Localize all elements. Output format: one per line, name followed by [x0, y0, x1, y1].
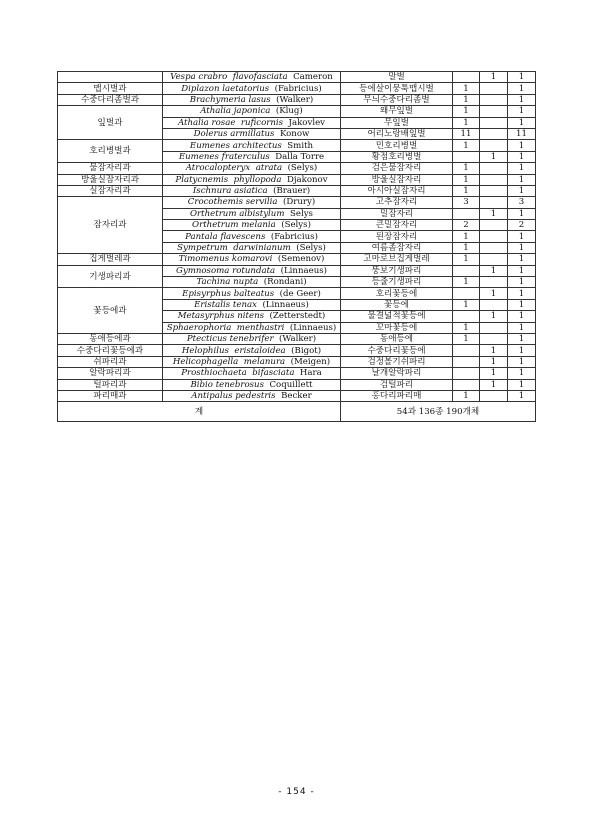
total-count-cell: 1 — [508, 368, 536, 379]
page-number: - 154 - — [278, 787, 315, 797]
scientific-name-cell — [163, 83, 341, 94]
total-count-cell: 1 — [508, 299, 536, 310]
korean-name-cell: 꼬마꽃등에 — [341, 322, 453, 333]
count-cell-1: 1 — [453, 185, 480, 196]
subspecies-epithet: atrata — [255, 163, 283, 174]
total-count-cell: 11 — [508, 128, 536, 139]
family-cell: 실잠자리과 — [58, 185, 163, 196]
count-cell-2: 1 — [480, 72, 508, 83]
author-name: Jakovlev — [288, 117, 326, 128]
count-cell-1: 1 — [453, 322, 480, 333]
count-cell-1: 1 — [453, 231, 480, 242]
count-cell-1: 1 — [453, 117, 480, 128]
genus-name: Crocothemis servilia — [187, 197, 278, 208]
total-count-cell: 1 — [508, 311, 536, 322]
genus-name: Antipalus pedestris — [191, 391, 276, 402]
count-cell-2 — [480, 322, 508, 333]
korean-name-cell: 뚱보기생파리 — [341, 265, 453, 276]
genus-name: Gymnosoma rotundata — [175, 265, 276, 276]
count-cell-2: 1 — [480, 356, 508, 367]
author-name: Selys — [289, 208, 313, 219]
total-count-cell: 1 — [508, 356, 536, 367]
total-value: 54과 136종 190개체 — [341, 402, 536, 422]
total-count-cell: 1 — [508, 140, 536, 151]
author-name: Dalla Torre — [275, 151, 325, 162]
species-table — [57, 71, 536, 422]
author-name: Coquillett — [269, 379, 313, 390]
count-cell-1: 1 — [453, 242, 480, 253]
korean-name-cell: 등에살이뭉툭맵시벌 — [341, 83, 453, 94]
korean-name-cell: 큰밀잠자리 — [341, 220, 453, 231]
count-cell-2 — [480, 231, 508, 242]
count-cell-1 — [453, 208, 480, 219]
family-cell: 잎벌과 — [58, 106, 163, 140]
genus-name: Bibio tenebrosus — [190, 379, 265, 390]
table-row — [58, 163, 536, 174]
count-cell-2: 1 — [480, 288, 508, 299]
table-row — [58, 197, 536, 208]
author-name: (Walker) — [276, 94, 314, 105]
count-cell-2: 1 — [480, 379, 508, 390]
total-label: 계 — [58, 402, 341, 422]
korean-name-cell: 민호리병벌 — [341, 140, 453, 151]
genus-name: Sympetrum — [177, 243, 228, 254]
author-name: (Fabricius) — [270, 231, 318, 242]
author-name: (Selys) — [287, 163, 318, 174]
count-cell-1 — [453, 288, 480, 299]
table-row — [58, 368, 536, 379]
table-row — [58, 345, 536, 356]
korean-name-cell: 동애등에 — [341, 333, 453, 344]
genus-name: Eristalis tenax — [194, 300, 257, 310]
author-name: (Semenov) — [277, 254, 325, 265]
family-cell: 꽃등에과 — [58, 288, 163, 334]
count-cell-2 — [480, 128, 508, 139]
count-cell-2: 1 — [480, 368, 508, 379]
total-count-cell: 1 — [508, 345, 536, 356]
scientific-name-cell — [163, 151, 341, 162]
family-cell — [58, 72, 163, 83]
count-cell-2 — [480, 242, 508, 253]
korean-name-cell: 왜무잎벌 — [341, 106, 453, 117]
scientific-name-cell — [163, 242, 341, 253]
korean-name-cell: 꽃등에 — [341, 299, 453, 310]
scientific-name-cell — [163, 277, 341, 288]
genus-name: Metasyrphus nitens — [177, 311, 265, 322]
count-cell-1: 1 — [453, 333, 480, 344]
count-cell-1: 11 — [453, 128, 480, 139]
genus-name: Vespa crabro — [170, 72, 228, 83]
family-cell: 잠자리과 — [58, 197, 163, 254]
count-cell-1 — [453, 379, 480, 390]
author-name: (Fabricius) — [274, 83, 322, 94]
total-count-cell: 1 — [508, 94, 536, 105]
total-row — [58, 402, 536, 422]
korean-name-cell: 검은물잠자리 — [341, 163, 453, 174]
korean-name-cell: 날개알락파리 — [341, 368, 453, 379]
count-cell-2 — [480, 220, 508, 231]
family-cell: 수중다리꽃등에과 — [58, 345, 163, 356]
scientific-name-cell — [163, 322, 341, 333]
count-cell-2 — [480, 140, 508, 151]
author-name: (Zetterstedt) — [269, 311, 326, 322]
author-name: Smith — [287, 140, 314, 151]
genus-name: Ptecticus tenebrifer — [186, 334, 274, 345]
genus-name: Dolerus armillatus — [193, 129, 275, 140]
author-name: (Linnaeus) — [280, 265, 328, 276]
total-count-cell: 1 — [508, 242, 536, 253]
korean-name-cell: 여름좀잠자리 — [341, 242, 453, 253]
family-cell: 방울실잠자리과 — [58, 174, 163, 185]
author-name: (Selys) — [296, 243, 326, 254]
total-count-cell: 1 — [508, 277, 536, 288]
total-count-cell: 1 — [508, 379, 536, 390]
family-cell: 맵시벌과 — [58, 83, 163, 94]
scientific-name-cell — [163, 368, 341, 379]
genus-name: Orthetrum melania — [192, 220, 276, 231]
total-count-cell: 1 — [508, 254, 536, 265]
count-cell-2: 1 — [480, 208, 508, 219]
scientific-name-cell — [163, 128, 341, 139]
count-cell-1 — [453, 72, 480, 83]
author-name: (Klug) — [275, 106, 303, 117]
genus-name: Diplazon laetatorius — [181, 83, 270, 94]
genus-name: Atrocalopteryx — [185, 163, 251, 174]
subspecies-epithet: ruficornis — [240, 117, 284, 128]
korean-name-cell: 검털파리 — [341, 379, 453, 390]
count-cell-1 — [453, 151, 480, 162]
scientific-name-cell — [163, 185, 341, 196]
count-cell-1 — [453, 356, 480, 367]
family-cell: 수중다리좀벌과 — [58, 94, 163, 105]
total-count-cell: 1 — [508, 390, 536, 401]
author-name: Becker — [281, 391, 312, 402]
family-cell: 알락파리과 — [58, 368, 163, 379]
scientific-name-cell — [163, 356, 341, 367]
count-cell-1: 1 — [453, 299, 480, 310]
scientific-name-cell — [163, 220, 341, 231]
author-name: Hara — [299, 368, 322, 379]
table-row — [58, 94, 536, 105]
scientific-name-cell — [163, 163, 341, 174]
table-row — [58, 254, 536, 265]
korean-name-cell: 호리꽃등에 — [341, 288, 453, 299]
korean-name-cell: 아시아실잠자리 — [341, 185, 453, 196]
table-row — [58, 333, 536, 344]
scientific-name-cell — [163, 333, 341, 344]
korean-name-cell: 밀잠자리 — [341, 208, 453, 219]
korean-name-cell: 어리노랑배잎벌 — [341, 128, 453, 139]
table-row — [58, 356, 536, 367]
korean-name-cell: 무잎벌 — [341, 117, 453, 128]
family-cell: 호리병벌과 — [58, 140, 163, 163]
korean-name-cell: 검정볼기쉬파리 — [341, 356, 453, 367]
total-count-cell: 1 — [508, 174, 536, 185]
count-cell-2 — [480, 299, 508, 310]
family-cell: 파리매과 — [58, 390, 163, 401]
total-count-cell: 1 — [508, 185, 536, 196]
count-cell-2: 1 — [480, 345, 508, 356]
count-cell-1 — [453, 345, 480, 356]
count-cell-2: 1 — [480, 151, 508, 162]
total-count-cell: 1 — [508, 265, 536, 276]
total-count-cell: 1 — [508, 151, 536, 162]
korean-name-cell: 된장잠자리 — [341, 231, 453, 242]
family-cell: 기생파리과 — [58, 265, 163, 288]
genus-name: Episyrphus balteatus — [182, 288, 275, 299]
count-cell-1: 1 — [453, 94, 480, 105]
genus-name: Helophilus — [181, 345, 229, 356]
total-count-cell: 1 — [508, 288, 536, 299]
genus-name: Sphaerophoria — [166, 322, 232, 333]
count-cell-1: 1 — [453, 254, 480, 265]
scientific-name-cell — [163, 254, 341, 265]
korean-name-cell: 등줄기생파리 — [341, 277, 453, 288]
genus-name: Platycnemis — [175, 174, 229, 185]
author-name: Cameron — [293, 72, 333, 83]
count-cell-2 — [480, 163, 508, 174]
count-cell-2 — [480, 277, 508, 288]
scientific-name-cell — [163, 117, 341, 128]
genus-name: Eumenes architectus — [189, 140, 282, 151]
korean-name-cell: 방울실잠자리 — [341, 174, 453, 185]
count-cell-2: 1 — [480, 265, 508, 276]
count-cell-1 — [453, 265, 480, 276]
scientific-name-cell — [163, 299, 341, 310]
scientific-name-cell — [163, 94, 341, 105]
scientific-name-cell — [163, 174, 341, 185]
total-count-cell: 1 — [508, 83, 536, 94]
table-row — [58, 106, 536, 117]
table-row — [58, 140, 536, 151]
genus-name: Orthetrum albistylum — [190, 208, 285, 219]
count-cell-2 — [480, 254, 508, 265]
genus-name: Tachina nupta — [196, 277, 259, 288]
count-cell-2: 1 — [480, 311, 508, 322]
scientific-name-cell — [163, 231, 341, 242]
total-count-cell: 1 — [508, 333, 536, 344]
table-row — [58, 265, 536, 276]
genus-name: Timomenus komarovi — [178, 254, 273, 265]
scientific-name-cell — [163, 208, 341, 219]
author-name: (Linnaeus) — [289, 322, 337, 333]
family-cell: 집게벌레과 — [58, 254, 163, 265]
count-cell-2 — [480, 83, 508, 94]
korean-name-cell: 무늬수중다리좀벌 — [341, 94, 453, 105]
count-cell-2 — [480, 106, 508, 117]
subspecies-epithet: menthastri — [236, 322, 285, 333]
table-row — [58, 174, 536, 185]
count-cell-1 — [453, 368, 480, 379]
total-count-cell: 1 — [508, 163, 536, 174]
author-name: (Linnaeus) — [262, 300, 309, 310]
count-cell-2 — [480, 390, 508, 401]
scientific-name-cell — [163, 106, 341, 117]
table-row — [58, 379, 536, 390]
author-name: (Selys) — [281, 220, 311, 231]
family-cell: 물잠자리과 — [58, 163, 163, 174]
subspecies-epithet: bifasciata — [252, 368, 295, 379]
author-name: (Walker) — [279, 334, 317, 345]
genus-name: Eumenes fraterculus — [178, 151, 270, 162]
genus-name: Athalia japonica — [200, 106, 271, 117]
total-count-cell: 1 — [508, 322, 536, 333]
count-cell-2 — [480, 333, 508, 344]
scientific-name-cell — [163, 140, 341, 151]
genus-name: Brachymeria lasus — [189, 94, 271, 105]
family-cell: 쉬파리과 — [58, 356, 163, 367]
genus-name: Ischnura asiatica — [192, 186, 268, 197]
total-count-cell: 1 — [508, 106, 536, 117]
count-cell-1 — [453, 311, 480, 322]
scientific-name-cell — [163, 197, 341, 208]
korean-name-cell: 고추잠자리 — [341, 197, 453, 208]
scientific-name-cell — [163, 390, 341, 401]
genus-name: Pantala flavescens — [185, 231, 266, 242]
total-count-cell: 1 — [508, 231, 536, 242]
table-row — [58, 185, 536, 196]
count-cell-2 — [480, 197, 508, 208]
total-count-cell: 2 — [508, 220, 536, 231]
korean-name-cell: 말벌 — [341, 72, 453, 83]
count-cell-1: 2 — [453, 220, 480, 231]
family-cell: 동애등에과 — [58, 333, 163, 344]
author-name: (Drury) — [283, 197, 316, 208]
genus-name: Prosthiochaeta — [181, 368, 247, 379]
author-name: (Meigen) — [290, 356, 331, 367]
author-name: (Bigot) — [291, 345, 322, 356]
count-cell-2 — [480, 94, 508, 105]
table-row — [58, 72, 536, 83]
subspecies-epithet: flavofasciata — [232, 72, 288, 83]
subspecies-epithet: phyllopoda — [233, 174, 282, 185]
author-name: (Rondani) — [263, 277, 307, 288]
scientific-name-cell — [163, 379, 341, 390]
table-body — [58, 72, 536, 422]
total-count-cell: 1 — [508, 208, 536, 219]
subspecies-epithet: melanura — [243, 356, 286, 367]
subspecies-epithet: darwinianum — [233, 243, 291, 254]
family-cell: 털파리과 — [58, 379, 163, 390]
scientific-name-cell — [163, 311, 341, 322]
table-row — [58, 83, 536, 94]
genus-name: Helicophagella — [172, 356, 239, 367]
count-cell-2 — [480, 185, 508, 196]
count-cell-1: 1 — [453, 390, 480, 401]
korean-name-cell: 홍다리파리매 — [341, 390, 453, 401]
scientific-name-cell — [163, 288, 341, 299]
count-cell-1: 1 — [453, 106, 480, 117]
count-cell-1: 3 — [453, 197, 480, 208]
total-count-cell: 3 — [508, 197, 536, 208]
author-name: (Brauer) — [273, 186, 311, 197]
korean-name-cell: 물결넓적꽃등에 — [341, 311, 453, 322]
author-name: Djakonov — [286, 174, 328, 185]
genus-name: Athalia rosae — [177, 117, 236, 128]
scientific-name-cell — [163, 72, 341, 83]
table-row — [58, 288, 536, 299]
author-name: Konow — [279, 129, 310, 140]
table-row — [58, 390, 536, 401]
count-cell-1: 1 — [453, 277, 480, 288]
korean-name-cell: 수중다리꽃등에 — [341, 345, 453, 356]
count-cell-1: 1 — [453, 163, 480, 174]
total-count-cell: 1 — [508, 72, 536, 83]
korean-name-cell: 고마로브집게벌레 — [341, 254, 453, 265]
scientific-name-cell — [163, 345, 341, 356]
count-cell-1: 1 — [453, 174, 480, 185]
korean-name-cell: 황점호리병벌 — [341, 151, 453, 162]
author-name: (de Geer) — [279, 288, 321, 299]
count-cell-1: 1 — [453, 140, 480, 151]
total-count-cell: 1 — [508, 117, 536, 128]
count-cell-2 — [480, 117, 508, 128]
count-cell-2 — [480, 174, 508, 185]
scientific-name-cell — [163, 265, 341, 276]
subspecies-epithet: eristaloidea — [234, 345, 286, 356]
count-cell-1: 1 — [453, 83, 480, 94]
